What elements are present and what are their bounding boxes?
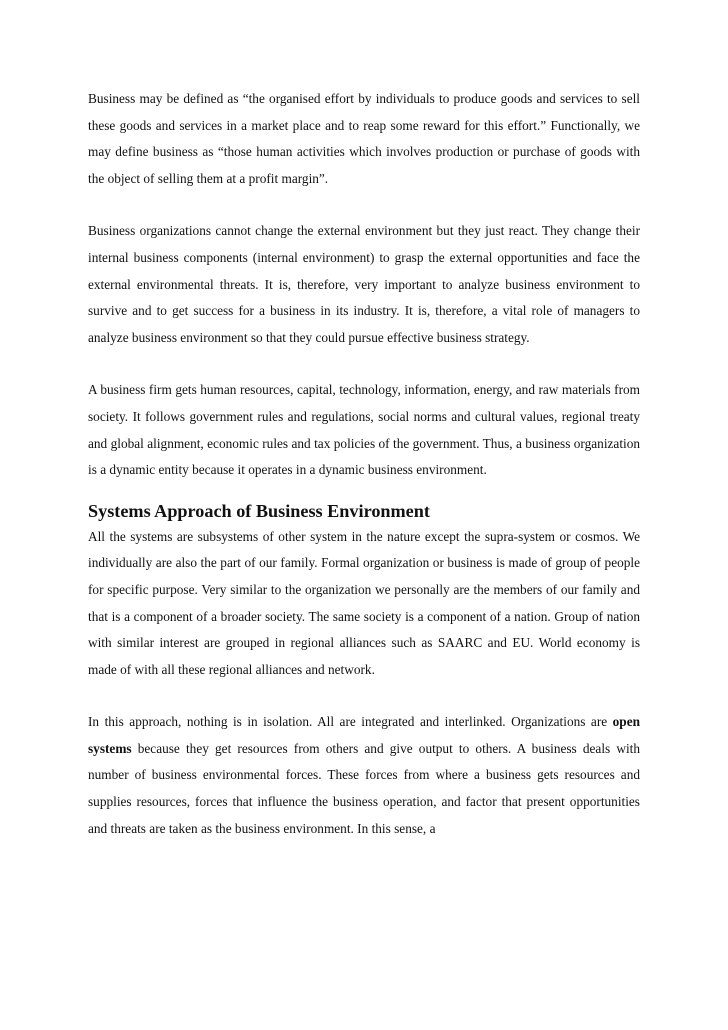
paragraph-business-definition: Business may be defined as “the organised effort by individuals to produce goods and services to sell these goods and services in a market place and to reap some reward for this effort.” Functionally, we may define business as “those human activities which involves production or purchase of goods with the object of selling them at a profit margin”.: [88, 91, 640, 186]
open-systems-text-before: In this approach, nothing is in isolation. All are integrated and interlinked. Organizations are: [88, 714, 613, 730]
paragraph-open-systems: [88, 709, 640, 842]
document-page: [88, 86, 640, 842]
open-systems-term: open systems: [88, 714, 640, 756]
paragraph-subsystems: All the systems are subsystems of other system in the nature except the supra-system or cosmos. We individually are also the part of our family. Formal organization or business is made of group of people for specific purpose. Very similar to the organization we personally are the members of our family and that is a component of a broader society. The same society is a component of a nation. Group of nation with similar interest are grouped in regional alliances such as SAARC and EU. World economy is made of with all these regional alliances and network.: [88, 528, 640, 677]
open-systems-text-after: because they get resources from others and give output to others. A business deals with number of business environmental forces. These forces from where a business gets resources and supplies resources, forces that influence the business operation, and factor that present opportunities and threats are taken as the business environment. In this sense, a: [88, 740, 640, 836]
paragraph-organizations-react: Business organizations cannot change the external environment but they just react. They change their internal business components (internal environment) to grasp the external opportunities and face the external environmental threats. It is, therefore, very important to analyze business environment to survive and to get success for a business in its industry. It is, therefore, a vital role of managers to analyze business environment so that they could pursue effective business strategy.: [88, 223, 640, 345]
paragraph-business-firm-resources: A business firm gets human resources, capital, technology, information, energy, and raw materials from society. It follows government rules and regulations, social norms and cultural values, regional treaty and global alignment, economic rules and tax policies of the government. Thus, a business organization is a dynamic entity because it operates in a dynamic business environment.: [88, 382, 640, 478]
section-heading: Systems Approach of Business Environment: [88, 500, 430, 521]
